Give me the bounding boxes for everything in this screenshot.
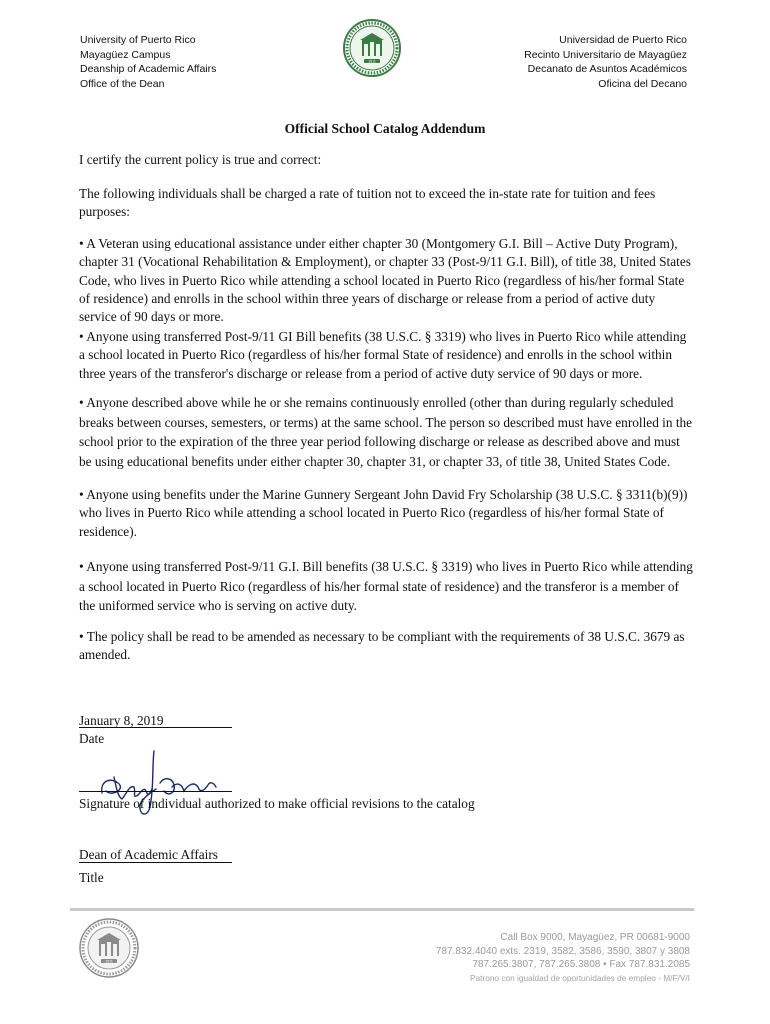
signature-underline	[79, 791, 232, 792]
bullet-text: • A Veteran using educational assistance under either chapter 30 (Montgomery G.I. Bill – Active Duty Program), chapter 31 (Vocational Rehabilitation & Employment), or chapter 33 (Post-9/11 G.I. Bill), of title 38, United States Code, who lives in Puerto Rico while attending a school located in Puerto Rico (regardless of his/her formal State of residence) and enrolls in the school within three years of discharge or release from a period of active duty service of 90 days or more.	[79, 236, 691, 325]
header-right-line: Oficina del Decano	[598, 77, 687, 90]
title-label: Title	[79, 870, 104, 885]
bullet-text: • Anyone using benefits under the Marine Gunnery Sergeant John David Fry Scholarship (38 U.S.C. § 3311(b)(9)) who lives in Puerto Rico while attending a school located in Puerto Rico (regardless of his/her formal State of residence).	[79, 487, 688, 539]
footer-address: Call Box 9000, Mayagüez, PR 00681-9000	[500, 932, 690, 943]
bullet-paragraph	[79, 557, 693, 616]
title-underline	[79, 862, 232, 863]
footer-divider	[70, 908, 694, 911]
header-left-line: Deanship of Academic Affairs	[80, 63, 217, 75]
date-underline	[79, 727, 232, 728]
seal-year-text: 1911	[368, 59, 376, 64]
certify-text: I certify the current policy is true and correct:	[79, 152, 322, 167]
footer-seal-year-text: 1911	[105, 959, 113, 964]
footer-seal-icon	[78, 917, 140, 979]
bullet-paragraph	[79, 328, 693, 383]
bullet-text: • Anyone described above while he or she remains continuously enrolled (other than during regularly scheduled breaks between courses, semesters, or terms) at the same school. The person so described must have enrolled in the school prior to the expiration of the three year period following discharge or release as described above and must be using educational benefits under either chapter 30, chapter 31, or chapter 33, of title 38, United States Code.	[79, 395, 693, 470]
header-left-line: University of Puerto Rico	[80, 34, 196, 46]
footer-phones: 787.832.4040 exts. 2319, 3582, 3586, 3590, 3807 y 3808	[435, 945, 690, 957]
title-value: Dean of Academic Affairs	[79, 847, 218, 862]
signature-label: Signature of individual authorized to make official revisions to the catalog	[79, 796, 475, 811]
intro-paragraph	[79, 185, 693, 222]
footer-fax: 787.265.3807, 787.265.3808 • Fax 787.831.2085	[472, 959, 690, 970]
header-right-line: Decanato de Asuntos Académicos	[527, 63, 687, 75]
intro-text: The following individuals shall be charged a rate of tuition not to exceed the in-state rate for tuition and fees purposes:	[79, 186, 656, 220]
header-left-line: Office of the Dean	[80, 77, 165, 90]
document-title: Official School Catalog Addendum	[284, 121, 486, 136]
bullet-text: • The policy shall be read to be amended as necessary to be compliant with the requirements of 38 U.S.C. 3679 as amended.	[79, 629, 685, 663]
certify-statement	[79, 151, 693, 169]
bullet-paragraph	[79, 393, 693, 472]
university-seal-icon	[342, 18, 402, 78]
header-right-block	[524, 33, 687, 91]
header-right-line: Recinto Universitario de Mayagüez	[524, 48, 687, 61]
bullet-paragraph	[79, 235, 693, 326]
header-left-line: Mayagüez Campus	[80, 48, 171, 61]
date-value: January 8, 2019	[79, 713, 164, 728]
footer-contact-block	[436, 931, 690, 985]
bullet-text: • Anyone using transferred Post-9/11 G.I. Bill benefits (38 U.S.C. § 3319) who lives in Puerto Rico while attending a school located in Puerto Rico (regardless of his/her formal state of residence) and the transferor is a member of the uniformed service who is serving on active duty.	[79, 559, 693, 613]
bullet-paragraph	[79, 628, 693, 665]
bullet-paragraph	[79, 486, 693, 541]
header-left-block	[80, 33, 216, 91]
bullet-text: • Anyone using transferred Post-9/11 GI Bill benefits (38 U.S.C. § 3319) who lives in Puerto Rico while attending a school located in Puerto Rico (regardless of his/her formal State of residence) and enrolls in the school within three years of the transferor's discharge or release from a period of active duty service of 90 days or more.	[79, 329, 687, 381]
date-label: Date	[79, 731, 105, 746]
footer-equal-opportunity: Patrono con igualdad de oportunidades de empleo - M/F/V/I	[469, 972, 690, 983]
header-right-line: Universidad de Puerto Rico	[559, 34, 687, 46]
